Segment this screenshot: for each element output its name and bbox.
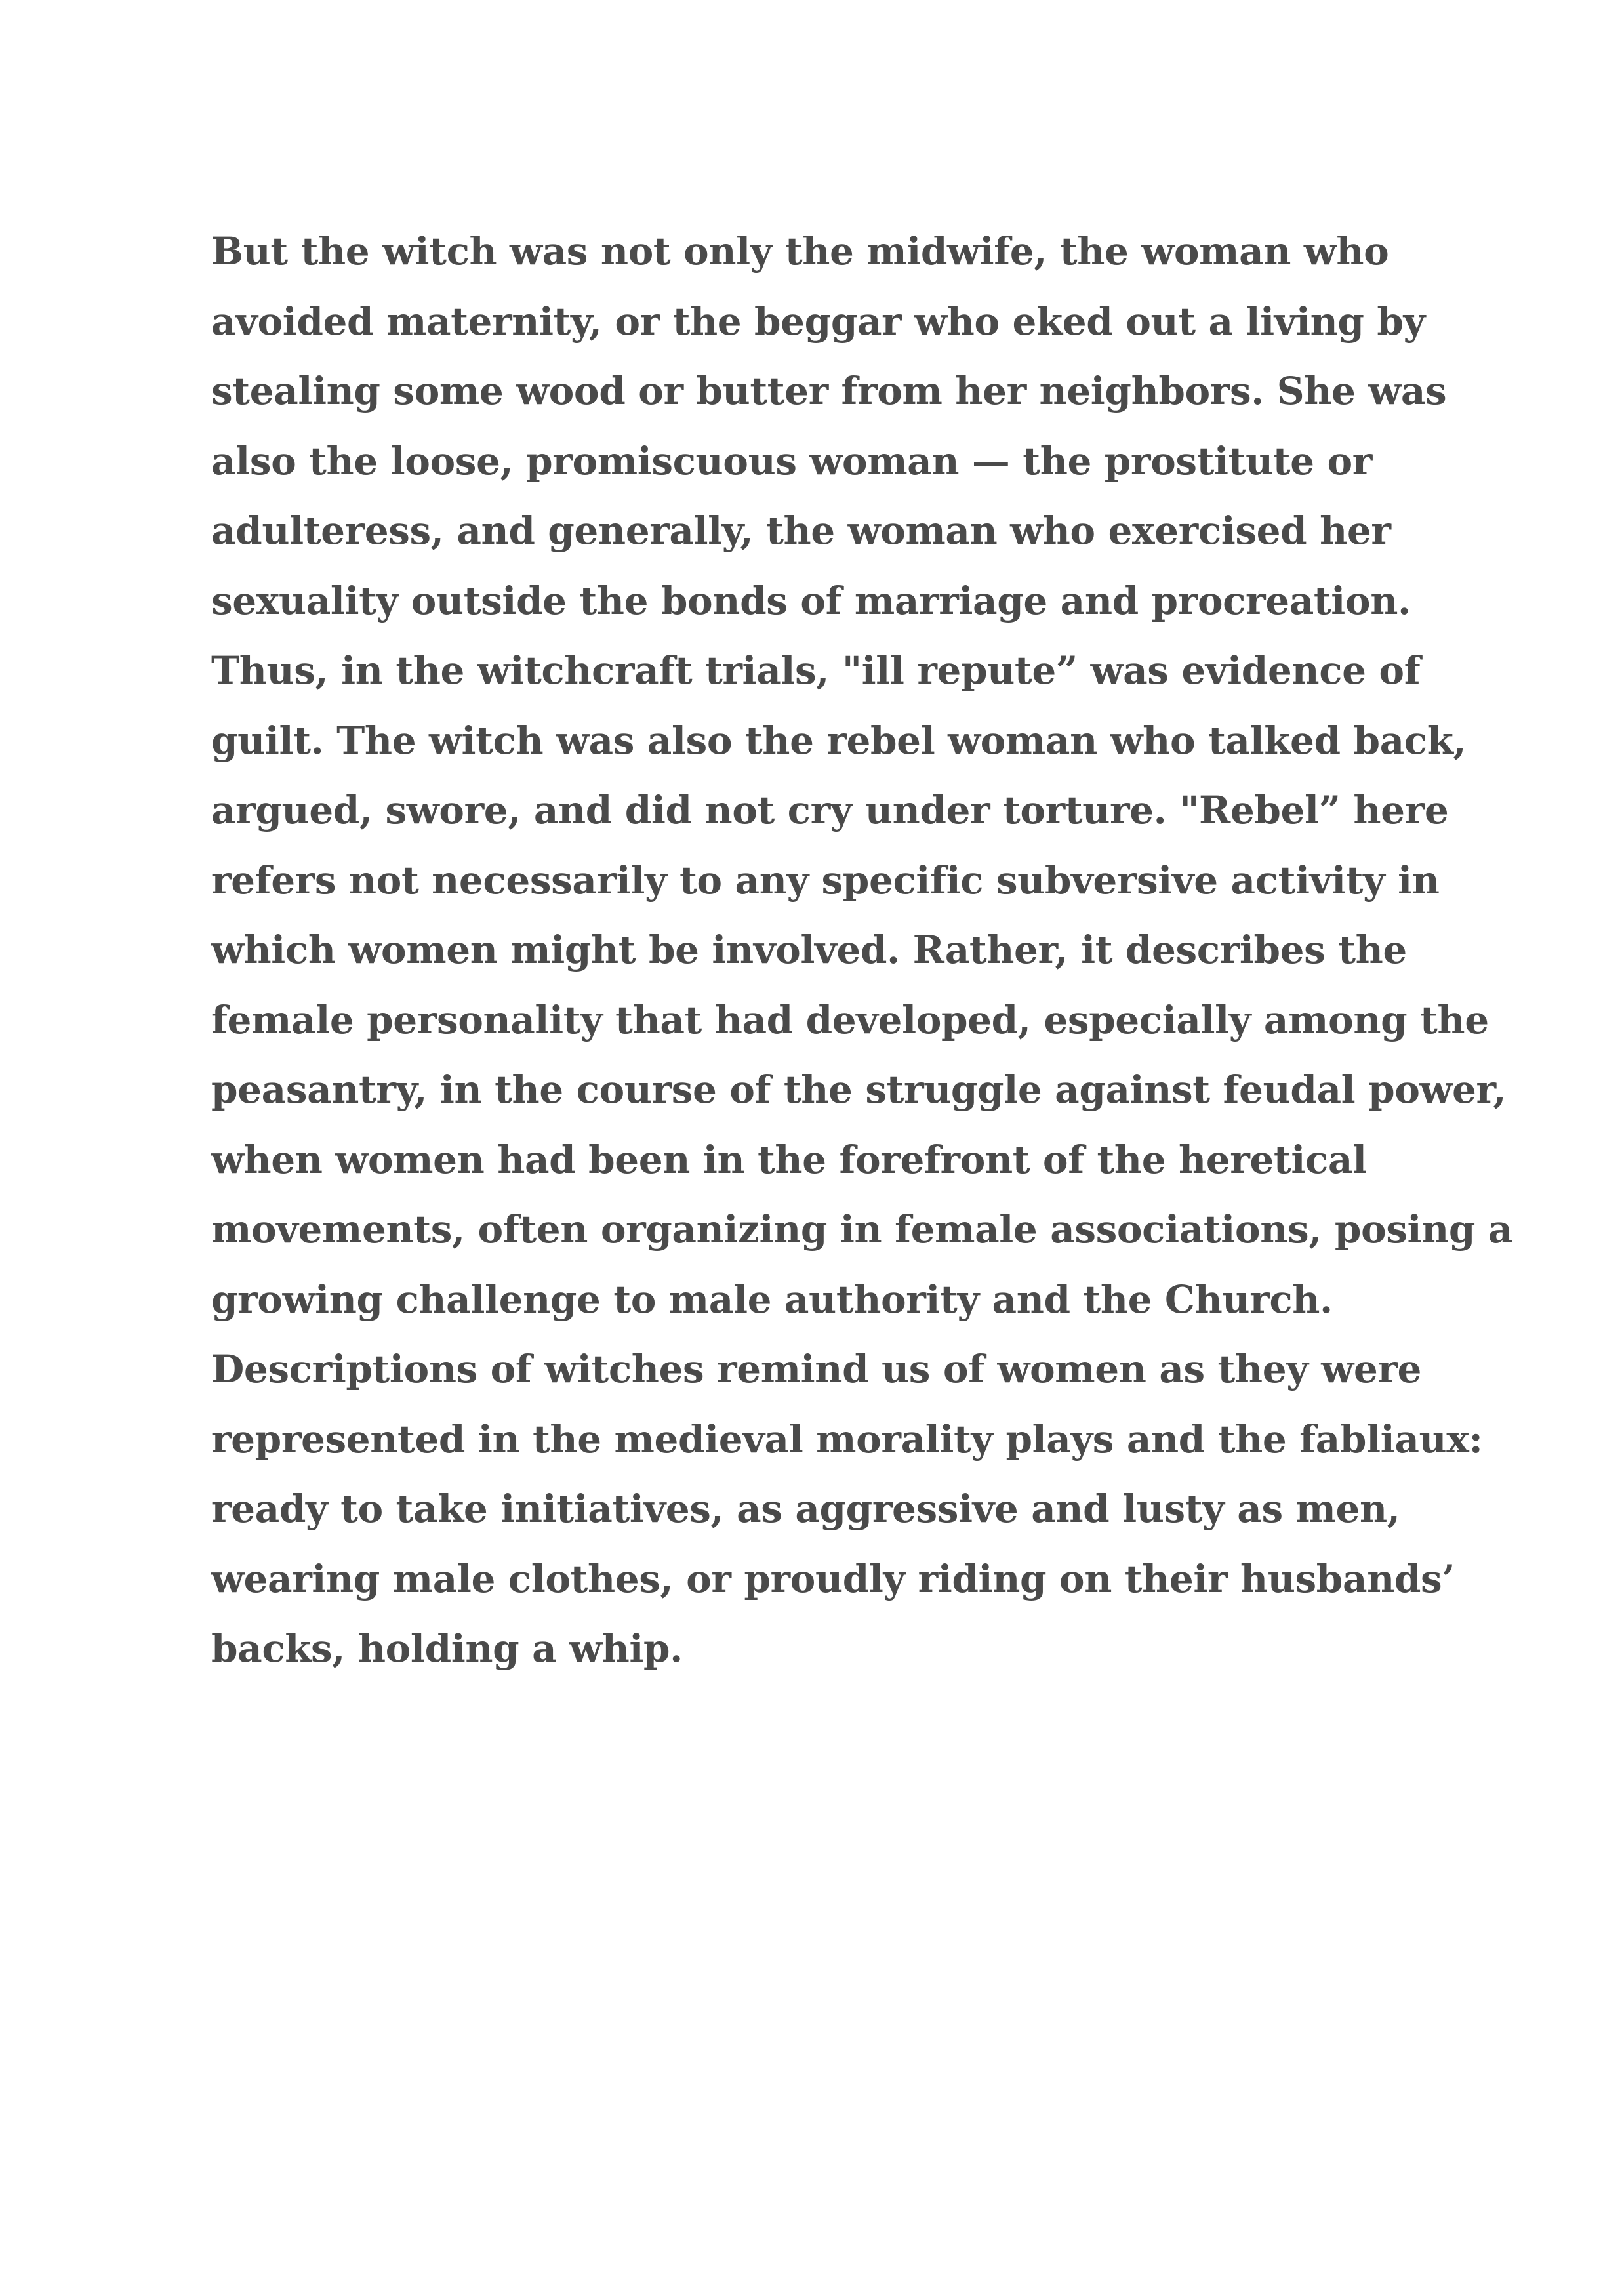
text-line: argued, swore, and did not cry under torture. "Rebel” here xyxy=(211,788,1449,832)
text-line: backs, holding a whip. xyxy=(211,1626,683,1671)
text-line: guilt. The witch was also the rebel woman who talked back, xyxy=(211,718,1467,763)
body-paragraph xyxy=(211,216,1513,1684)
text-line: Thus, in the witchcraft trials, "ill repute” was evidence of xyxy=(211,648,1421,693)
text-line: Descriptions of witches remind us of women as they were xyxy=(211,1347,1421,1391)
text-line: wearing male clothes, or proudly riding on their husbands’ xyxy=(211,1556,1455,1601)
text-line: female personality that had developed, especially among the xyxy=(211,997,1489,1042)
text-line: sexuality outside the bonds of marriage and procreation. xyxy=(211,578,1411,623)
text-line: growing challenge to male authority and the Church. xyxy=(211,1277,1333,1322)
text-line: stealing some wood or butter from her neighbors. She was xyxy=(211,369,1447,413)
text-line: ready to take initiatives, as aggressive and lusty as men, xyxy=(211,1486,1400,1531)
text-line: But the witch was not only the midwife, the woman who xyxy=(211,229,1389,274)
text-line: when women had been in the forefront of the heretical xyxy=(211,1137,1367,1182)
text-line: which women might be involved. Rather, it describes the xyxy=(211,928,1407,972)
text-line: movements, often organizing in female associations, posing a xyxy=(211,1207,1513,1252)
text-line: represented in the medieval morality plays and the fabliaux: xyxy=(211,1416,1483,1462)
text-line: peasantry, in the course of the struggle against feudal power, xyxy=(211,1067,1507,1112)
text-line: adulteress, and generally, the woman who exercised her xyxy=(211,508,1391,553)
text-line: avoided maternity, or the beggar who eked out a living by xyxy=(211,298,1425,344)
text-line: also the loose, promiscuous woman — the prostitute or xyxy=(211,438,1372,483)
text-line: refers not necessarily to any specific subversive activity in xyxy=(211,857,1440,903)
